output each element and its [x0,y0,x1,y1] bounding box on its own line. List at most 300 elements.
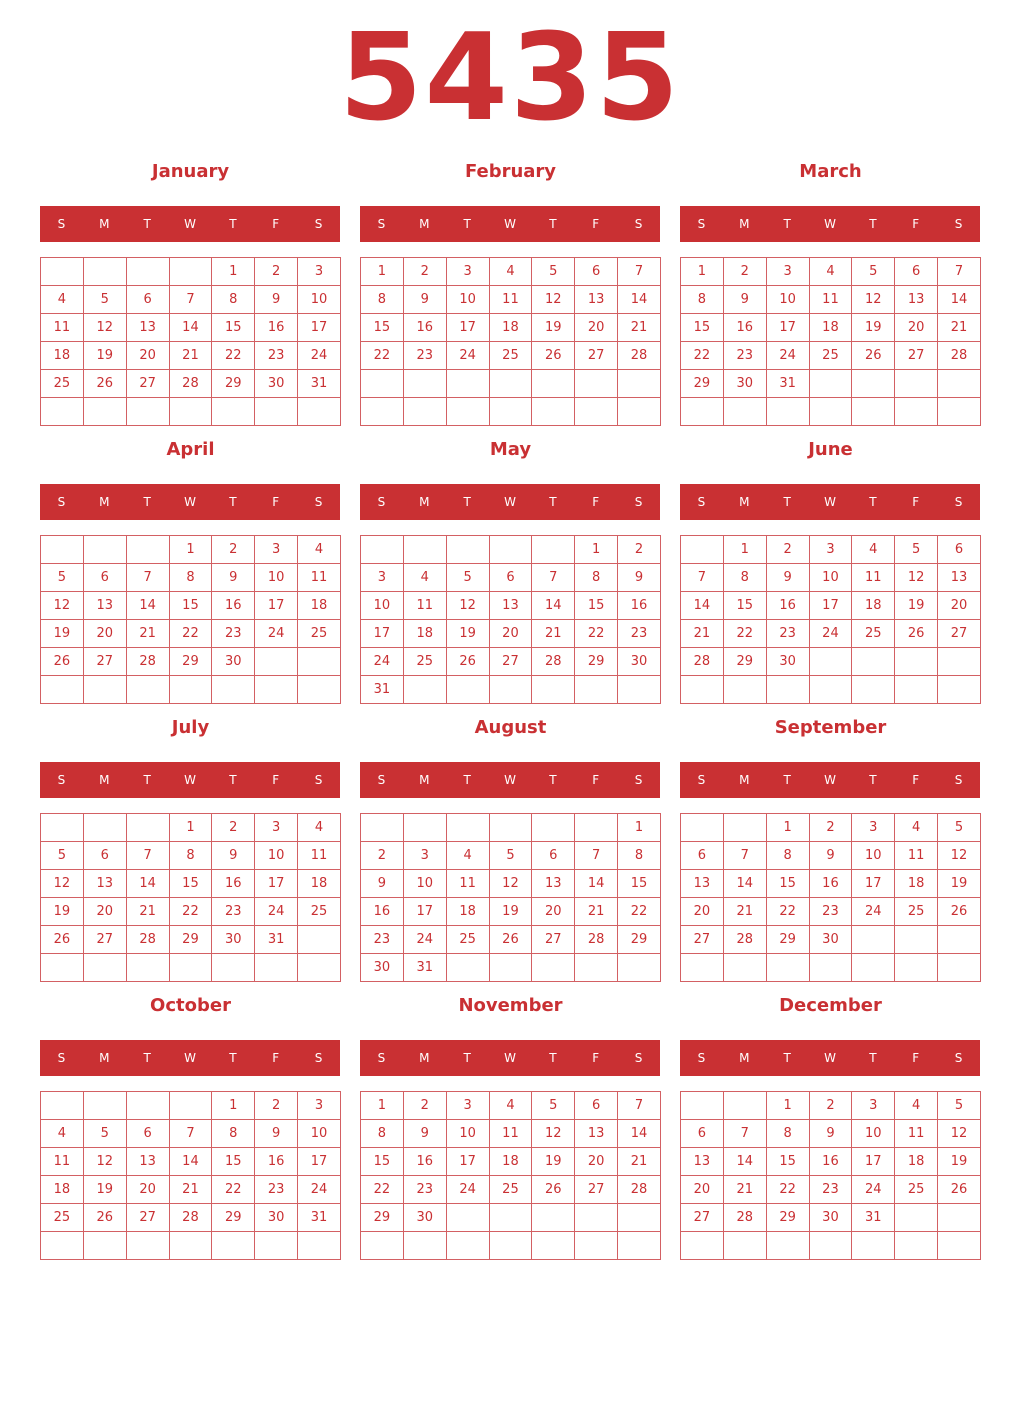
day-cell: 1 [766,1092,809,1120]
day-cell: 21 [618,314,661,342]
day-cell: 5 [83,1120,126,1148]
day-cell: 8 [169,564,212,592]
day-cell: 27 [489,648,532,676]
day-cell [489,1232,532,1260]
day-cell: 2 [809,814,852,842]
day-cell: 7 [938,258,981,286]
weekday-label: M [99,773,110,787]
day-cell [83,536,126,564]
day-cell: 2 [618,536,661,564]
day-cell [403,398,446,426]
day-cell: 26 [489,926,532,954]
day-cell: 11 [41,1148,84,1176]
day-cell: 20 [575,1148,618,1176]
weekday-label: M [419,217,430,231]
day-cell: 29 [361,1204,404,1232]
day-cell: 8 [169,842,212,870]
day-cell: 15 [212,1148,255,1176]
day-cell: 22 [361,342,404,370]
day-cell: 19 [446,620,489,648]
day-cell: 27 [895,342,938,370]
weekday-label: F [912,495,920,509]
week-row [361,1120,661,1148]
day-cell: 27 [83,926,126,954]
day-cell: 1 [723,536,766,564]
day-cell: 13 [83,870,126,898]
day-cell: 21 [169,342,212,370]
day-cell: 1 [169,536,212,564]
day-cell: 9 [809,1120,852,1148]
day-cell: 24 [766,342,809,370]
day-cell: 15 [575,592,618,620]
day-cell: 28 [169,370,212,398]
day-grid [680,813,981,982]
week-row [41,592,341,620]
day-cell: 4 [852,536,895,564]
day-cell: 12 [41,870,84,898]
day-cell: 5 [895,536,938,564]
day-cell: 30 [723,370,766,398]
day-cell: 26 [938,898,981,926]
week-row [681,1092,981,1120]
day-cell [126,398,169,426]
day-cell: 16 [403,314,446,342]
week-row [361,870,661,898]
day-cell: 23 [809,1176,852,1204]
day-cell: 6 [83,564,126,592]
day-cell [723,1092,766,1120]
weekday-label: T [463,495,471,509]
day-cell: 20 [532,898,575,926]
day-cell [489,814,532,842]
day-cell: 24 [809,620,852,648]
day-cell: 25 [895,898,938,926]
day-cell: 15 [681,314,724,342]
day-cell [446,536,489,564]
day-cell: 21 [681,620,724,648]
weekday-label: W [824,217,836,231]
day-cell: 22 [766,1176,809,1204]
day-cell: 5 [938,1092,981,1120]
day-cell [895,398,938,426]
day-cell: 30 [809,926,852,954]
week-row [41,398,341,426]
day-cell: 27 [681,926,724,954]
day-cell [723,954,766,982]
week-row [361,1232,661,1260]
day-cell: 28 [938,342,981,370]
day-cell: 6 [938,536,981,564]
day-cell: 28 [618,342,661,370]
week-row [41,342,341,370]
day-cell: 17 [255,592,298,620]
weekday-label: S [314,1051,323,1065]
weekday-label: W [824,495,836,509]
day-cell: 3 [403,842,446,870]
weekday-header [360,762,660,798]
day-cell: 12 [938,1120,981,1148]
week-row [41,536,341,564]
month-title: November [458,995,563,1016]
day-cell: 31 [852,1204,895,1232]
day-cell: 17 [298,314,341,342]
day-cell: 30 [403,1204,446,1232]
day-cell: 3 [298,258,341,286]
day-cell [489,398,532,426]
day-cell: 15 [212,314,255,342]
day-cell [532,954,575,982]
day-cell: 16 [212,870,255,898]
weekday-label: S [634,495,643,509]
day-cell: 11 [446,870,489,898]
day-grid [360,1091,661,1260]
weekday-label: T [463,217,471,231]
day-cell: 12 [938,842,981,870]
day-cell: 19 [83,342,126,370]
week-row [41,620,341,648]
day-cell [532,398,575,426]
week-row [361,258,661,286]
year-title: 5435 [339,9,681,148]
day-cell: 2 [723,258,766,286]
week-row [361,286,661,314]
day-cell: 7 [169,286,212,314]
weekday-label: S [57,217,66,231]
day-cell: 23 [723,342,766,370]
day-cell: 8 [723,564,766,592]
weekday-label: M [739,773,750,787]
day-cell: 4 [298,536,341,564]
day-cell: 23 [361,926,404,954]
day-cell: 9 [255,286,298,314]
day-cell: 26 [938,1176,981,1204]
day-cell: 11 [895,842,938,870]
weekday-header [40,206,340,242]
day-cell [938,370,981,398]
day-cell: 9 [766,564,809,592]
weekday-header [680,484,980,520]
day-cell: 8 [212,286,255,314]
day-cell: 5 [446,564,489,592]
day-cell: 11 [489,286,532,314]
day-cell: 7 [618,1092,661,1120]
weekday-header [40,484,340,520]
day-cell: 13 [489,592,532,620]
weekday-label: M [99,1051,110,1065]
day-cell: 5 [41,564,84,592]
day-cell [126,676,169,704]
week-row [41,926,341,954]
day-cell: 20 [83,620,126,648]
day-cell: 27 [126,1204,169,1232]
week-row [361,1148,661,1176]
day-cell [489,1204,532,1232]
day-cell: 2 [255,258,298,286]
month-title: December [779,995,882,1016]
weekday-label: T [143,217,151,231]
week-row [681,286,981,314]
day-cell: 24 [361,648,404,676]
day-cell: 26 [446,648,489,676]
day-cell: 2 [212,814,255,842]
weekday-label: T [143,495,151,509]
day-cell: 27 [681,1204,724,1232]
day-cell: 21 [126,898,169,926]
day-cell: 13 [575,1120,618,1148]
day-cell: 20 [489,620,532,648]
day-cell: 10 [766,286,809,314]
month-title: August [474,717,547,738]
day-cell: 4 [895,1092,938,1120]
day-cell: 6 [681,1120,724,1148]
day-cell: 4 [489,258,532,286]
day-cell: 25 [852,620,895,648]
day-cell: 16 [809,1148,852,1176]
day-cell: 24 [298,1176,341,1204]
day-cell [41,258,84,286]
day-cell [809,398,852,426]
day-cell: 19 [895,592,938,620]
weekday-label: W [504,1051,516,1065]
day-cell [361,398,404,426]
day-cell: 22 [169,620,212,648]
day-cell: 19 [41,898,84,926]
day-cell: 25 [298,620,341,648]
day-cell: 7 [169,1120,212,1148]
day-cell: 20 [83,898,126,926]
day-cell: 14 [126,870,169,898]
weekday-label: W [824,773,836,787]
day-cell [169,398,212,426]
day-cell: 28 [169,1204,212,1232]
day-cell: 12 [489,870,532,898]
day-cell [126,814,169,842]
day-cell: 21 [169,1176,212,1204]
weekday-label: T [549,495,557,509]
day-cell: 26 [83,1204,126,1232]
day-cell: 1 [169,814,212,842]
day-cell: 13 [126,314,169,342]
week-row [41,314,341,342]
day-cell: 8 [766,842,809,870]
day-cell: 15 [169,592,212,620]
day-cell: 2 [403,1092,446,1120]
day-cell: 11 [809,286,852,314]
day-cell: 3 [852,814,895,842]
day-cell: 15 [723,592,766,620]
weekday-label: F [272,495,280,509]
weekday-label: W [184,495,196,509]
day-cell: 13 [938,564,981,592]
day-cell [169,954,212,982]
day-cell [446,1204,489,1232]
day-cell: 24 [852,898,895,926]
week-row [361,926,661,954]
day-cell [255,954,298,982]
week-row [41,954,341,982]
day-cell: 21 [618,1148,661,1176]
weekday-label: M [419,495,430,509]
day-cell [681,1092,724,1120]
week-row [361,898,661,926]
weekday-header [680,206,980,242]
day-cell: 6 [126,1120,169,1148]
week-row [681,592,981,620]
weekday-label: T [549,217,557,231]
day-cell [255,1232,298,1260]
day-cell: 3 [298,1092,341,1120]
day-cell: 14 [618,286,661,314]
day-cell: 4 [809,258,852,286]
day-cell [532,1204,575,1232]
week-row [681,370,981,398]
day-cell: 29 [766,926,809,954]
day-cell: 30 [618,648,661,676]
month-title: March [799,161,862,182]
week-row [41,286,341,314]
day-cell: 3 [255,536,298,564]
day-cell: 17 [361,620,404,648]
day-cell: 9 [618,564,661,592]
weekday-label: S [954,773,963,787]
day-cell: 21 [723,1176,766,1204]
day-cell: 18 [852,592,895,620]
week-row [361,536,661,564]
day-cell: 19 [532,314,575,342]
weekday-label: S [314,773,323,787]
day-cell: 12 [83,314,126,342]
day-cell: 14 [532,592,575,620]
day-cell: 16 [723,314,766,342]
day-cell: 1 [361,258,404,286]
week-row [681,926,981,954]
day-cell: 17 [852,870,895,898]
day-cell: 25 [446,926,489,954]
day-cell [809,1232,852,1260]
day-cell: 21 [575,898,618,926]
day-cell: 8 [766,1120,809,1148]
day-cell: 21 [532,620,575,648]
day-cell: 3 [446,1092,489,1120]
day-cell: 18 [298,870,341,898]
weekday-label: W [184,773,196,787]
day-cell: 8 [681,286,724,314]
day-cell: 8 [575,564,618,592]
day-cell [575,1204,618,1232]
day-cell [938,676,981,704]
day-cell: 12 [895,564,938,592]
week-row [361,676,661,704]
day-cell: 21 [126,620,169,648]
day-cell: 24 [403,926,446,954]
day-cell: 17 [852,1148,895,1176]
day-cell: 6 [575,1092,618,1120]
day-cell: 13 [681,1148,724,1176]
day-cell: 29 [681,370,724,398]
weekday-label: S [697,495,706,509]
day-cell: 7 [618,258,661,286]
week-row [681,258,981,286]
day-cell [618,954,661,982]
weekday-label: F [592,495,600,509]
weekday-label: M [99,217,110,231]
day-cell: 11 [298,564,341,592]
day-cell: 30 [766,648,809,676]
day-cell [895,954,938,982]
day-cell [212,398,255,426]
weekday-label: W [504,217,516,231]
day-cell [809,954,852,982]
day-cell: 2 [766,536,809,564]
day-cell: 7 [532,564,575,592]
week-row [41,1120,341,1148]
day-cell: 20 [575,314,618,342]
day-cell: 14 [575,870,618,898]
day-cell: 14 [681,592,724,620]
day-cell: 7 [723,842,766,870]
week-row [681,1176,981,1204]
day-cell: 11 [489,1120,532,1148]
day-cell [938,1204,981,1232]
day-cell: 18 [446,898,489,926]
week-row [681,564,981,592]
day-cell [255,676,298,704]
month-title: June [808,439,853,460]
day-cell: 2 [809,1092,852,1120]
day-cell: 18 [895,870,938,898]
day-cell: 8 [361,1120,404,1148]
weekday-label: W [184,217,196,231]
day-cell [169,1232,212,1260]
day-cell: 19 [852,314,895,342]
day-cell: 23 [212,620,255,648]
day-cell: 10 [361,592,404,620]
day-cell: 10 [255,842,298,870]
day-cell: 29 [618,926,661,954]
day-cell [938,1232,981,1260]
day-cell: 29 [169,926,212,954]
day-cell: 11 [41,314,84,342]
day-cell: 30 [809,1204,852,1232]
day-cell: 21 [723,898,766,926]
weekday-header [360,1040,660,1076]
weekday-label: S [634,773,643,787]
day-cell: 1 [618,814,661,842]
weekday-label: S [697,1051,706,1065]
day-cell: 28 [126,648,169,676]
weekday-header [40,762,340,798]
day-cell [532,1232,575,1260]
weekday-label: S [634,217,643,231]
day-cell: 27 [575,1176,618,1204]
day-cell: 26 [532,1176,575,1204]
day-cell: 28 [723,926,766,954]
weekday-label: T [869,495,877,509]
weekday-label: T [783,217,791,231]
day-cell [489,954,532,982]
day-cell: 18 [489,1148,532,1176]
day-cell: 19 [489,898,532,926]
day-cell [83,398,126,426]
day-cell: 10 [446,286,489,314]
day-cell: 31 [403,954,446,982]
day-cell: 27 [532,926,575,954]
day-cell: 2 [403,258,446,286]
weekday-label: S [57,495,66,509]
day-cell [895,648,938,676]
day-cell [681,398,724,426]
week-row [41,1148,341,1176]
